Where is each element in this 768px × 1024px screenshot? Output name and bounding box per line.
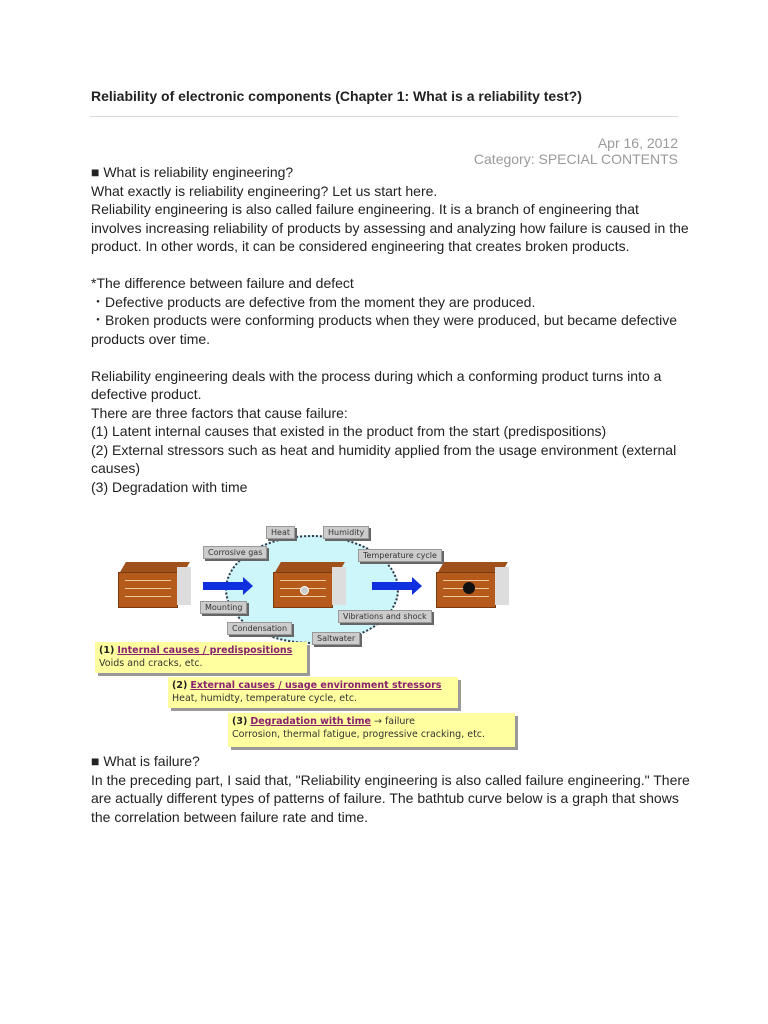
- section-reliability-engineering: [91, 163, 691, 496]
- failure-factors-diagram: [90, 515, 530, 750]
- list-item: (2) External stressors such as heat and humidity applied from the usage environment (external causes): [91, 441, 677, 476]
- article-category: Category: SPECIAL CONTENTS: [473, 151, 678, 167]
- callout-title: Degradation with time: [250, 716, 371, 727]
- arrow-right-icon: [372, 582, 412, 590]
- callout-desc: Voids and cracks, etc.: [99, 658, 203, 669]
- callout-number: (3): [232, 716, 248, 727]
- callout-external-causes: [168, 677, 458, 708]
- tag-mounting: Mounting: [200, 601, 247, 614]
- list-item: ・Defective products are defective from the moment they are produced.: [91, 293, 536, 310]
- callout-title: Internal causes / predispositions: [117, 645, 293, 656]
- list-item: (3) Degradation with time: [91, 478, 248, 495]
- tag-heat: Heat: [266, 526, 295, 539]
- section-what-is-failure: [91, 752, 691, 826]
- divider: [90, 116, 678, 117]
- list-item: (1) Latent internal causes that existed in the product from the start (predispositions): [91, 423, 607, 439]
- tag-saltwater: Saltwater: [312, 632, 360, 645]
- chip-icon: [115, 562, 195, 607]
- paragraph: What exactly is reliability engineering? Let us start here.: [91, 182, 438, 199]
- tag-temperature-cycle: Temperature cycle: [358, 549, 442, 562]
- arrow-right-icon: [203, 582, 243, 590]
- callout-degradation: [228, 713, 515, 747]
- callout-desc: Heat, humidty, temperature cycle, etc.: [172, 693, 358, 704]
- callout-number: (1): [99, 645, 115, 656]
- callout-internal-causes: [95, 642, 307, 673]
- callout-title: External causes / usage environment stressors: [190, 680, 442, 691]
- article-title: Reliability of electronic components (Chapter 1: What is a reliability test?): [91, 88, 582, 104]
- paragraph: Reliability engineering deals with the process during which a conforming product turns into a defective product.: [91, 367, 662, 402]
- tag-condensation: Condensation: [227, 622, 292, 635]
- tag-corrosive-gas: Corrosive gas: [203, 546, 267, 559]
- callout-number: (2): [172, 680, 188, 691]
- section-heading: ■ What is reliability engineering?: [91, 164, 294, 180]
- callout-desc: Corrosion, thermal fatigue, progressive cracking, etc.: [232, 729, 486, 740]
- paragraph: There are three factors that cause failure:: [91, 404, 348, 421]
- paragraph: Reliability engineering is also called failure engineering. It is a branch of engineering that involves increasing reliability of products by assessing and analyzing how failure is caused in the product. In other words, it can be considered engineering that creates broken products.: [91, 201, 689, 254]
- tag-humidity: Humidity: [323, 526, 369, 539]
- paragraph: In the preceding part, I said that, "Reliability engineering is also called failure engineering." There are actually different types of patterns of failure. The bathtub curve below is a graph that shows the correlation between failure rate and time.: [91, 771, 690, 825]
- paragraph: *The difference between failure and defect: [91, 275, 354, 291]
- chip-broken-icon: [433, 562, 513, 607]
- section-heading: ■ What is failure?: [91, 753, 200, 769]
- tag-vibrations: Vibrations and shock: [338, 610, 432, 623]
- chip-void-icon: [270, 562, 350, 607]
- article-date: Apr 16, 2012: [597, 135, 678, 151]
- list-item: ・Broken products were conforming products when they were produced, but became defective products over time.: [91, 312, 677, 347]
- callout-suffix: → failure: [373, 716, 415, 727]
